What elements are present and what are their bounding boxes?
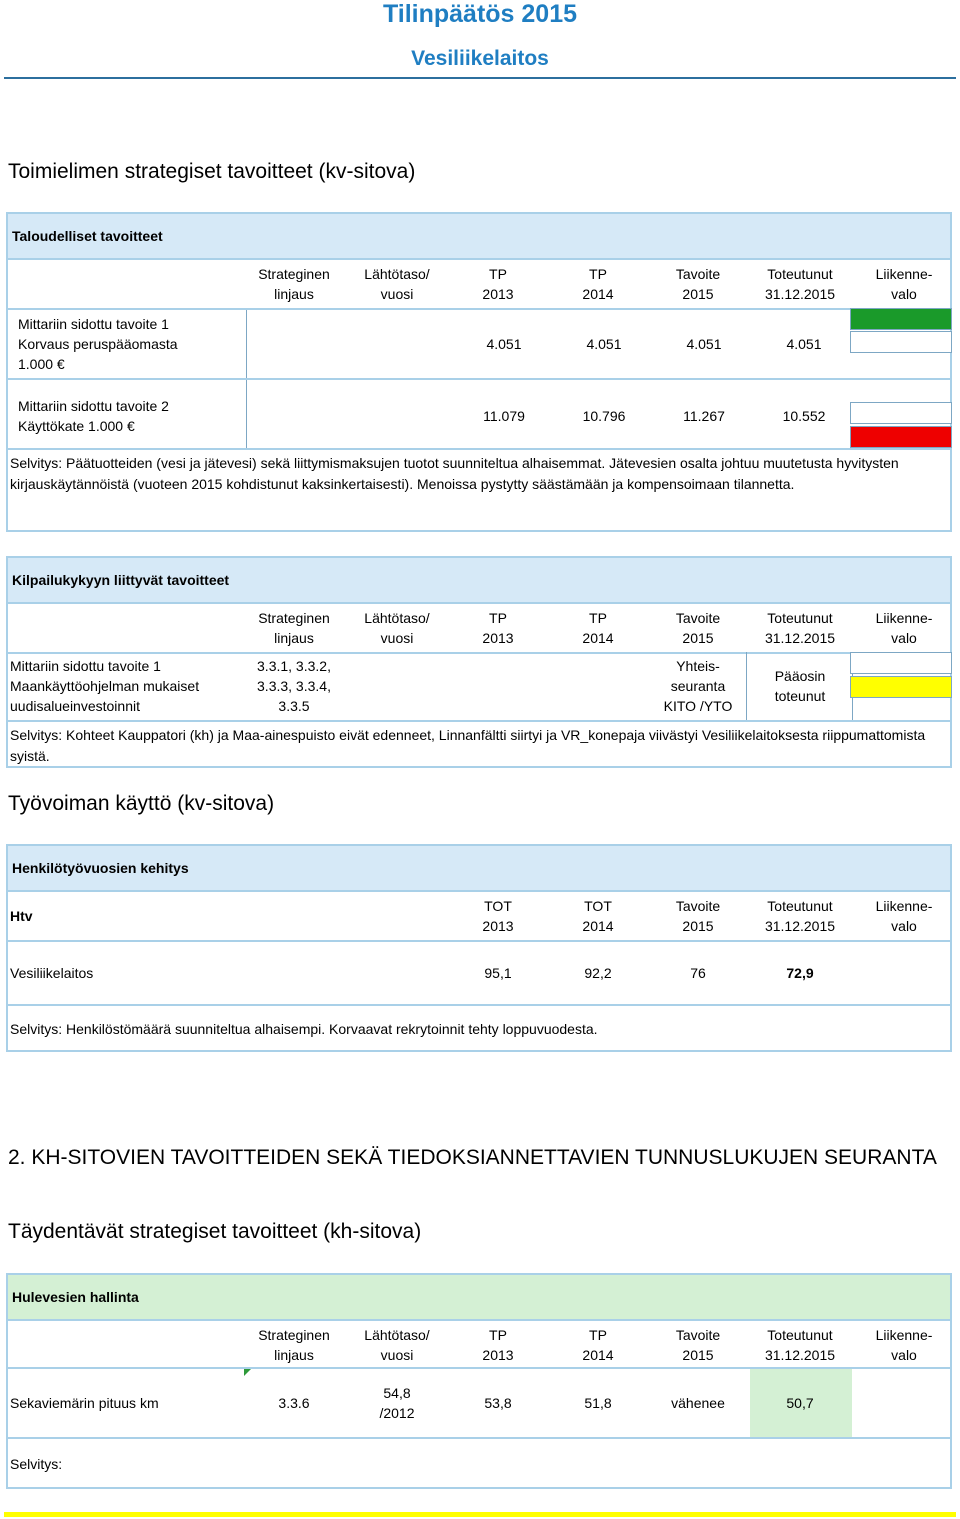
page-title: Tilinpäätös 2015: [382, 0, 578, 28]
toteutunut-value: 10.552: [782, 408, 826, 424]
tp2014-value: 4.051: [586, 336, 622, 352]
traffic-light-green: [850, 308, 952, 330]
financial-row-1: [6, 308, 952, 380]
col-strateginen: Strateginen linjaus: [258, 266, 330, 302]
toteutunut-value: 50,7: [786, 1395, 814, 1411]
traffic-light-yellow: [850, 676, 952, 698]
header-rule: [4, 77, 956, 79]
traffic-light-empty: [850, 652, 952, 674]
tp2014-value: 10.796: [582, 408, 626, 424]
row-label: Vesiliikelaitos: [10, 965, 94, 981]
financial-header-row: [6, 258, 952, 310]
financial-band: Taloudelliset tavoitteet: [6, 212, 952, 260]
section-heading-supplementary: Täydentävät strategiset tavoitteet (kh-sitova): [8, 1220, 422, 1243]
strateginen-value: 3.3.1, 3.3.2, 3.3.3, 3.3.4, 3.3.5: [257, 658, 331, 714]
tavoite-value: 4.051: [686, 336, 722, 352]
traffic-light-empty: [850, 331, 952, 353]
tp2013-value: 53,8: [484, 1395, 512, 1411]
section-heading-workforce: Työvoiman käyttö (kv-sitova): [8, 792, 275, 815]
col-toteutunut: Toteutunut 31.12.2015: [764, 266, 836, 302]
workforce-row: [6, 940, 952, 1006]
tot2014-value: 92,2: [584, 965, 612, 981]
workforce-header-row: Htv TOT 2013 TOT 2014 Tavoite 2015 Toteutunut 31.12.2015 Liikenne- valo: [6, 890, 952, 942]
traffic-light-empty: [850, 402, 952, 424]
tp2014-value: 51,8: [584, 1395, 612, 1411]
bottom-bar: [4, 1512, 956, 1517]
competitiveness-selvitys: Selvitys: Kohteet Kauppatori (kh) ja Maa-ainespuisto eivät edenneet, Linnanfältti siirtyi ja VR_konepaja viivästyi Vesiliikelaitoksesta riippumattomista syistä.: [6, 720, 952, 768]
traffic-light-red: [850, 426, 952, 448]
workforce-band: Henkilötyövuosien kehitys: [6, 844, 952, 892]
row-label: Mittariin sidottu tavoite 1 Maankäyttöohjelman mukaiset uudisalueinvestoinnit: [10, 658, 200, 714]
competitiveness-row: [6, 652, 952, 722]
row-label: Mittariin sidottu tavoite 1 Korvaus peruspääomasta 1.000 €: [18, 316, 178, 372]
toteutunut-value: Pääosin toteunut: [774, 668, 826, 704]
tp2013-value: 4.051: [486, 336, 522, 352]
tavoite-value: vähenee: [671, 1395, 725, 1411]
col-tavoite: Tavoite 2015: [675, 266, 721, 302]
financial-selvitys: Selvitys: Päätuotteiden (vesi ja jätevesi) sekä liittymismaksujen tuotot suunniteltua alhaisemmat. Jätevesien osalta johtuu muutetusta hyvitysten kirjauskäytännöistä (vuoteen 2015 kohdistunut kaksinkertaisesti). Menoissa pystytty säästämään ja kompensoimaan tilannetta.: [6, 448, 952, 532]
competitiveness-band: Kilpailukykyyn liittyvät tavoitteet: [6, 556, 952, 604]
htv-label: Htv: [10, 908, 33, 924]
row-label: Mittariin sidottu tavoite 2 Käyttökate 1.000 €: [18, 398, 169, 434]
competitiveness-header-row: Strateginen linjaus Lähtötaso/ vuosi TP 2013 TP 2014 Tavoite 2015 Toteutunut 31.12.2015 Liikenne- valo: [6, 602, 952, 654]
stormwater-row: [6, 1367, 952, 1439]
stormwater-selvitys: Selvitys:: [6, 1437, 952, 1489]
financial-row-2: [6, 378, 952, 450]
toteutunut-value: 4.051: [786, 336, 822, 352]
tot2013-value: 95,1: [484, 965, 512, 981]
row-label: Sekaviemärin pituus km: [10, 1395, 159, 1411]
col-liikennevalo: Liikenne- valo: [875, 266, 933, 302]
tavoite-value: Yhteis- seuranta KITO /YTO: [663, 658, 733, 714]
stormwater-header-row: Strateginen linjaus Lähtötaso/ vuosi TP 2013 TP 2014 Tavoite 2015 Toteutunut 31.12.2015 Liikenne- valo: [6, 1319, 952, 1369]
col-tp2014: TP 2014: [582, 266, 614, 302]
toteutunut-value: 72,9: [786, 965, 814, 981]
workforce-selvitys: Selvitys: Henkilöstömäärä suunniteltua alhaisempi. Korvaavat rekrytoinnit tehty loppuvuodesta.: [6, 1004, 952, 1052]
strateginen-value: 3.3.6: [278, 1395, 310, 1411]
tavoite-value: 11.267: [683, 408, 725, 424]
page-subtitle: Vesiliikelaitos: [411, 47, 549, 70]
col-lahtotaso: Lähtötaso/ vuosi: [364, 266, 430, 302]
tavoite-value: 76: [690, 965, 706, 981]
section-heading-strategic: Toimielimen strategiset tavoitteet (kv-sitova): [8, 160, 416, 183]
lahtotaso-value: 54,8 /2012: [379, 1385, 415, 1421]
stormwater-band: Hulevesien hallinta: [6, 1273, 952, 1321]
section-heading-kh: 2. KH-SITOVIEN TAVOITTEIDEN SEKÄ TIEDOKSIANNETTAVIEN TUNNUSLUKUJEN SEURANTA: [8, 1146, 937, 1169]
comment-marker-icon: [244, 1369, 251, 1376]
col-tp2013: TP 2013: [482, 266, 514, 302]
tp2013-value: 11.079: [483, 408, 525, 424]
